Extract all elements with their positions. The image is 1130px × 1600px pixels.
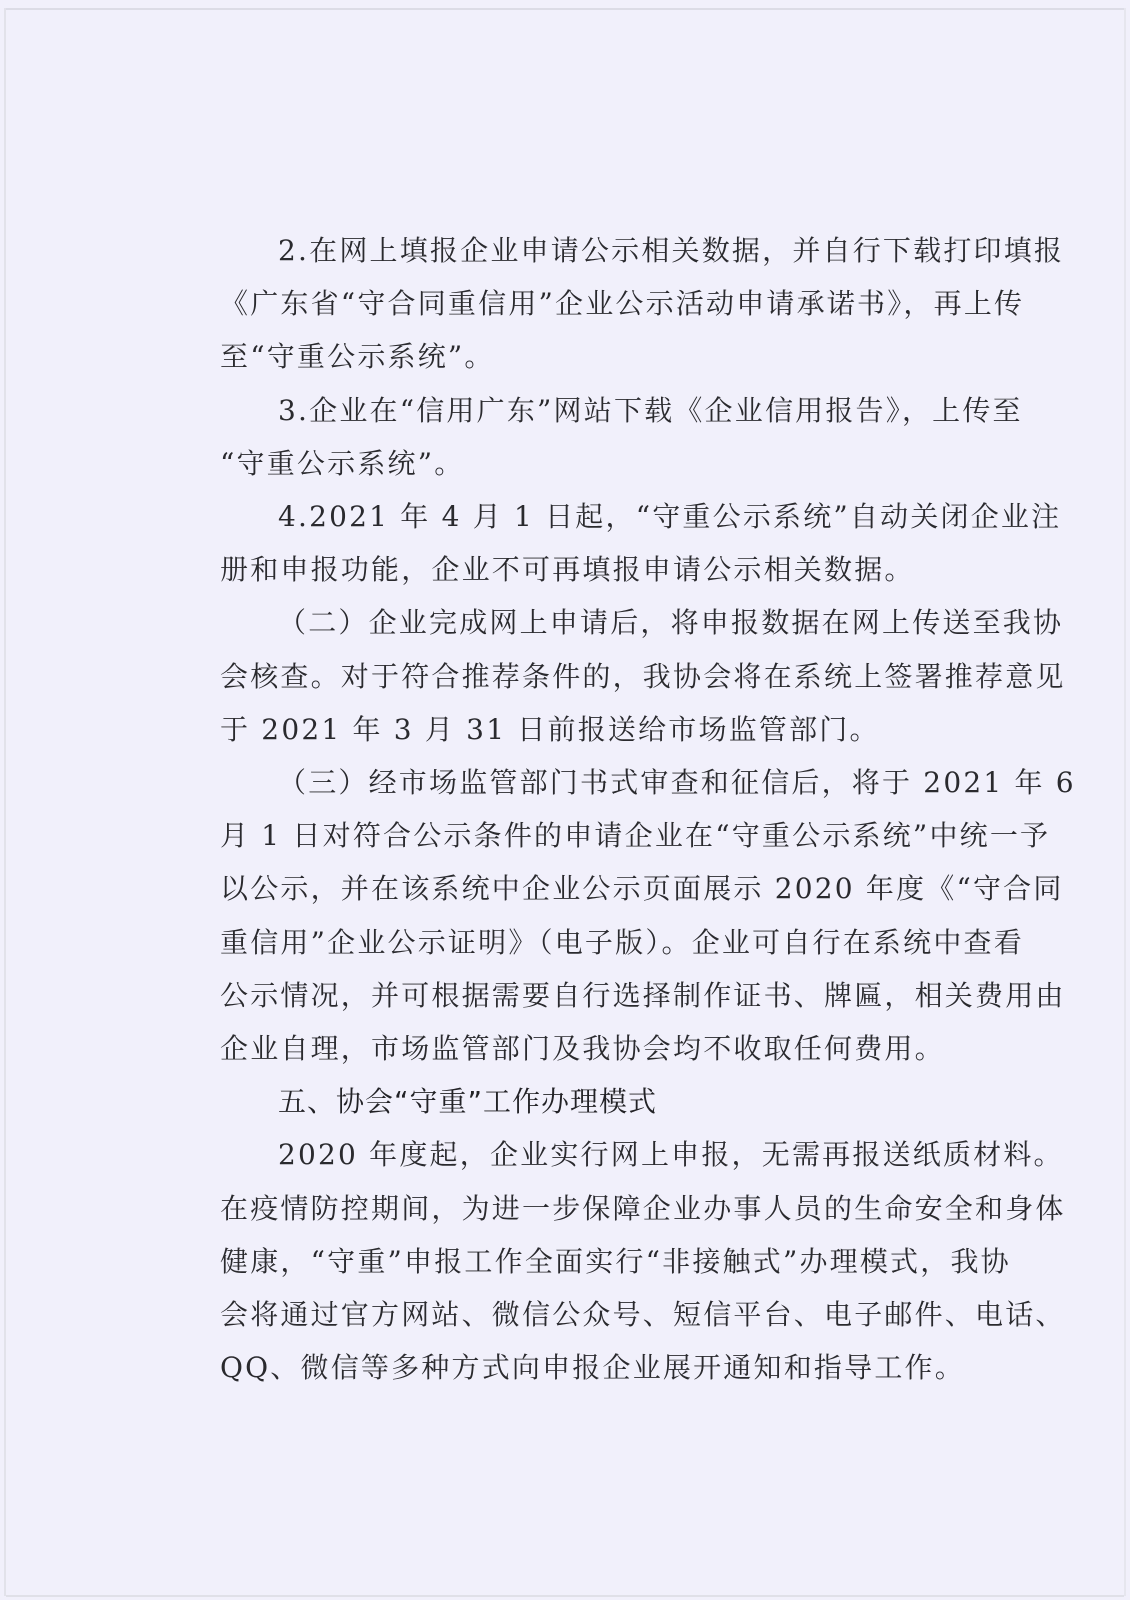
paragraph-item-3: [162, 384, 1023, 490]
text-line: 公示情况，并可根据需要自行选择制作证书、牌匾，相关费用由: [220, 978, 1066, 1012]
paragraph-section-2: [162, 596, 1066, 756]
text-line: 3.企业在“信用广东”网站下载《企业信用报告》，上传至: [278, 393, 1023, 427]
text-line: 以公示，并在该系统中企业公示页面展示 2020 年度《“守合同: [220, 872, 1064, 906]
page-edge-bottom: [6, 1595, 1124, 1597]
text-line: 在疫情防控期间，为进一步保障企业办事人员的生命安全和身体: [220, 1191, 1066, 1225]
paragraph-item-4: [162, 490, 1062, 596]
text-line: 健康，“守重”申报工作全面实行“非接触式”办理模式，我协: [220, 1244, 1011, 1278]
section-heading-5: [162, 1075, 992, 1128]
paragraph-section-5-body: [162, 1128, 1066, 1394]
text-line: 2.在网上填报企业申请公示相关数据，并自行下载打印填报: [278, 234, 1065, 267]
text-line: QQ、微信等多种方式向申报企业展开通知和指导工作。: [220, 1351, 965, 1385]
text-line: 2020 年度起，企业实行网上申报，无需再报送纸质材料。: [278, 1138, 1064, 1172]
text-line: 企业自理，市场监管部门及我协会均不收取任何费用。: [220, 1032, 945, 1066]
text-line: 至“守重公示系统”。: [220, 340, 495, 374]
text-line: 册和申报功能，企业不可再填报申请公示相关数据。: [220, 553, 915, 587]
text-line: 《广东省“守合同重信用”企业公示活动申请承诺书》，再上传: [220, 287, 1025, 321]
text-line: 4.2021 年 4 月 1 日起，“守重公示系统”自动关闭企业注: [278, 500, 1062, 534]
text-line: 会核查。对于符合推荐条件的，我协会将在系统上签署推荐意见: [220, 659, 1066, 693]
page-edge-top: [6, 8, 1124, 10]
document-body: [162, 224, 1076, 1394]
text-line: 重信用”企业公示证明》（电子版）。企业可自行在系统中查看: [220, 925, 1024, 959]
text-line: （三）经市场监管部门书式审查和征信后，将于 2021 年 6: [278, 766, 1076, 800]
text-line: 会将通过官方网站、微信公众号、短信平台、电子邮件、电话、: [220, 1298, 1066, 1332]
heading-text: 五、协会“守重”工作办理模式: [278, 1085, 658, 1119]
page-edge-right: [1124, 8, 1126, 1596]
paragraph-section-3: [162, 756, 1076, 1075]
text-line: 于 2021 年 3 月 31 日前报送给市场监管部门。: [220, 712, 880, 746]
text-line: 月 1 日对符合公示条件的申请企业在“守重公示系统”中统一予: [220, 819, 1051, 853]
text-line: “守重公示系统”。: [220, 446, 465, 480]
text-line: （二）企业完成网上申请后，将申报数据在网上传送至我协: [278, 606, 1064, 640]
page-edge-left: [4, 8, 6, 1596]
paragraph-item-2: [162, 224, 1065, 384]
